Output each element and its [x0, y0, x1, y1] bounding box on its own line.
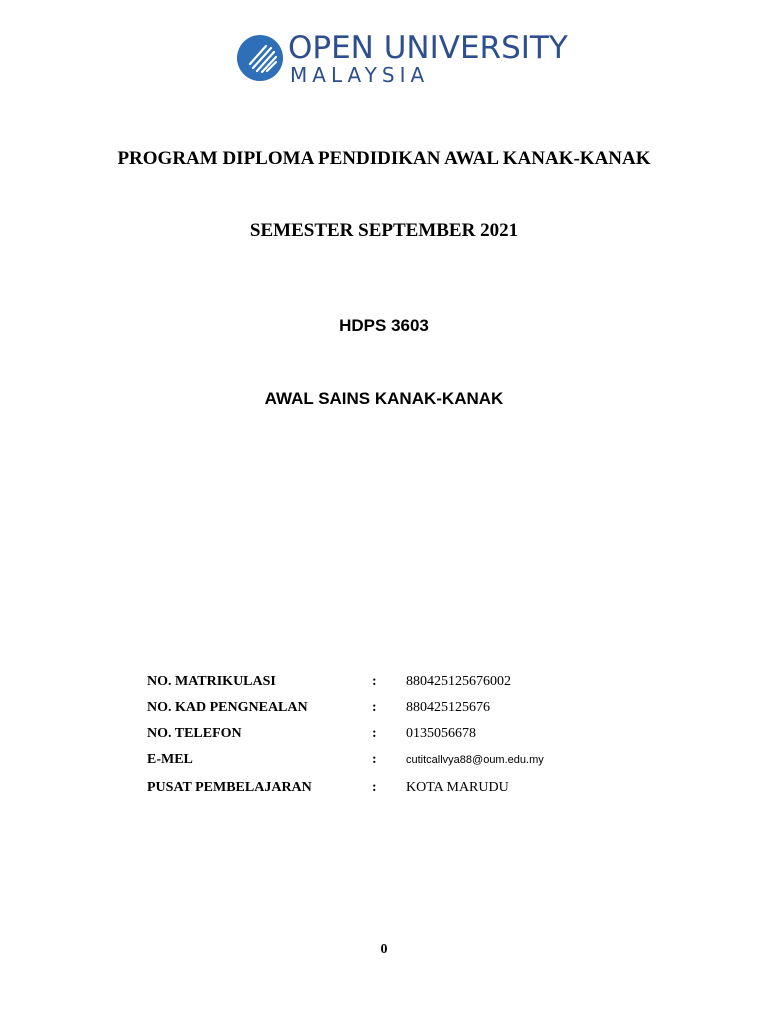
info-label: E-MEL: [147, 752, 193, 767]
course-code: HDPS 3603: [339, 316, 429, 335]
info-row-learning-centre: [147, 780, 627, 810]
info-value: 880425125676: [406, 700, 490, 715]
student-info-block: [147, 674, 627, 810]
info-separator: :: [372, 700, 377, 715]
info-label: NO. MATRIKULASI: [147, 674, 276, 689]
info-row-ic: [147, 700, 627, 726]
info-separator: :: [372, 726, 377, 741]
semester-title: SEMESTER SEPTEMBER 2021: [249, 220, 519, 241]
info-label: PUSAT PEMBELAJARAN: [147, 780, 312, 795]
info-separator: :: [372, 752, 377, 767]
oum-emblem-icon: [236, 34, 284, 82]
page-number: 0: [380, 942, 388, 957]
info-row-phone: [147, 726, 627, 752]
info-value: 0135056678: [406, 726, 476, 741]
program-title: PROGRAM DIPLOMA PENDIDIKAN AWAL KANAK-KANAK: [117, 148, 651, 169]
info-row-matric: [147, 674, 627, 700]
info-separator: :: [372, 780, 377, 795]
info-value: 880425125676002: [406, 674, 511, 689]
info-value: cutitcallvya88@oum.edu.my: [406, 754, 544, 766]
logo-wordmark-line1: OPEN UNIVERSITY: [288, 30, 568, 66]
info-value: KOTA MARUDU: [406, 780, 509, 795]
info-row-email: [147, 752, 627, 778]
info-separator: :: [372, 674, 377, 689]
course-title: AWAL SAINS KANAK-KANAK: [264, 389, 504, 408]
logo-wordmark-line2: MALAYSIA: [290, 63, 430, 87]
info-label: NO. TELEFON: [147, 726, 242, 741]
university-logo: [236, 30, 568, 88]
info-label: NO. KAD PENGNEALAN: [147, 700, 308, 715]
